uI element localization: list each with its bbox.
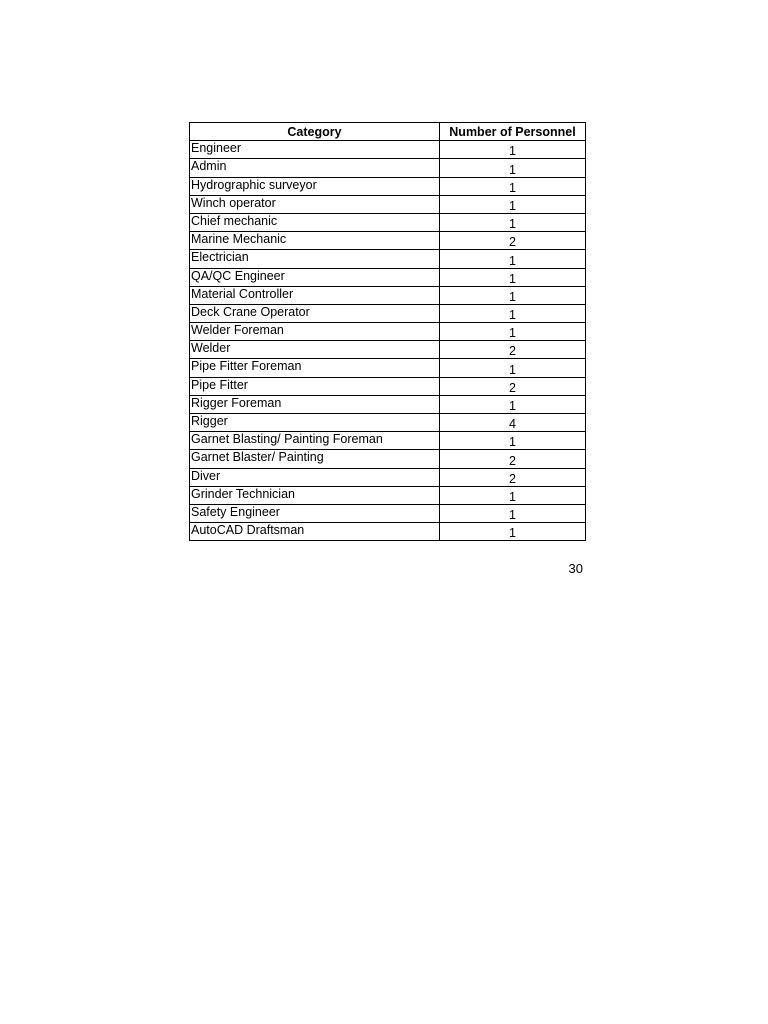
table-row <box>190 523 586 541</box>
table-row <box>190 141 586 159</box>
table-row <box>190 213 586 231</box>
category-cell: Engineer <box>190 141 440 159</box>
personnel-count-cell: 2 <box>440 468 586 486</box>
personnel-count-cell: 1 <box>440 213 586 231</box>
table-row <box>190 432 586 450</box>
category-cell: Welder Foreman <box>190 323 440 341</box>
category-cell: Hydrographic surveyor <box>190 177 440 195</box>
personnel-count-cell: 2 <box>440 232 586 250</box>
table-row <box>190 395 586 413</box>
table-row <box>190 468 586 486</box>
table-row <box>190 504 586 522</box>
category-cell: Grinder Technician <box>190 486 440 504</box>
table-row <box>190 177 586 195</box>
category-cell: Diver <box>190 468 440 486</box>
header-category: Category <box>190 123 440 141</box>
category-cell: Deck Crane Operator <box>190 304 440 322</box>
category-cell: Chief mechanic <box>190 213 440 231</box>
table-row <box>190 359 586 377</box>
personnel-count-cell: 1 <box>440 268 586 286</box>
table-body <box>190 141 586 541</box>
page-number: 30 <box>568 561 583 576</box>
personnel-count-cell: 1 <box>440 504 586 522</box>
personnel-count-cell: 1 <box>440 395 586 413</box>
table-row <box>190 286 586 304</box>
category-cell: Pipe Fitter Foreman <box>190 359 440 377</box>
personnel-count-cell: 1 <box>440 286 586 304</box>
category-cell: Pipe Fitter <box>190 377 440 395</box>
table-row <box>190 195 586 213</box>
personnel-count-cell: 1 <box>440 177 586 195</box>
category-cell: Rigger <box>190 414 440 432</box>
personnel-table <box>189 122 586 541</box>
personnel-count-cell: 1 <box>440 250 586 268</box>
personnel-count-cell: 1 <box>440 432 586 450</box>
category-cell: Material Controller <box>190 286 440 304</box>
category-cell: Garnet Blaster/ Painting <box>190 450 440 468</box>
category-cell: AutoCAD Draftsman <box>190 523 440 541</box>
table-row <box>190 250 586 268</box>
table-row <box>190 486 586 504</box>
personnel-count-cell: 1 <box>440 323 586 341</box>
personnel-count-cell: 1 <box>440 159 586 177</box>
table-row <box>190 377 586 395</box>
personnel-count-cell: 1 <box>440 141 586 159</box>
personnel-count-cell: 2 <box>440 341 586 359</box>
personnel-count-cell: 1 <box>440 523 586 541</box>
personnel-count-cell: 2 <box>440 450 586 468</box>
category-cell: Admin <box>190 159 440 177</box>
category-cell: Welder <box>190 341 440 359</box>
table-row <box>190 323 586 341</box>
table-row <box>190 414 586 432</box>
table-row <box>190 268 586 286</box>
personnel-count-cell: 1 <box>440 304 586 322</box>
personnel-count-cell: 1 <box>440 359 586 377</box>
category-cell: Marine Mechanic <box>190 232 440 250</box>
table-row <box>190 159 586 177</box>
category-cell: Safety Engineer <box>190 504 440 522</box>
personnel-count-cell: 4 <box>440 414 586 432</box>
table-row <box>190 450 586 468</box>
table-row <box>190 232 586 250</box>
personnel-count-cell: 1 <box>440 486 586 504</box>
category-cell: Garnet Blasting/ Painting Foreman <box>190 432 440 450</box>
table-row <box>190 304 586 322</box>
table-row <box>190 341 586 359</box>
personnel-count-cell: 1 <box>440 195 586 213</box>
header-number-of-personnel: Number of Personnel <box>440 123 586 141</box>
table-header-row <box>190 123 586 141</box>
category-cell: QA/QC Engineer <box>190 268 440 286</box>
category-cell: Winch operator <box>190 195 440 213</box>
category-cell: Rigger Foreman <box>190 395 440 413</box>
personnel-count-cell: 2 <box>440 377 586 395</box>
category-cell: Electrician <box>190 250 440 268</box>
